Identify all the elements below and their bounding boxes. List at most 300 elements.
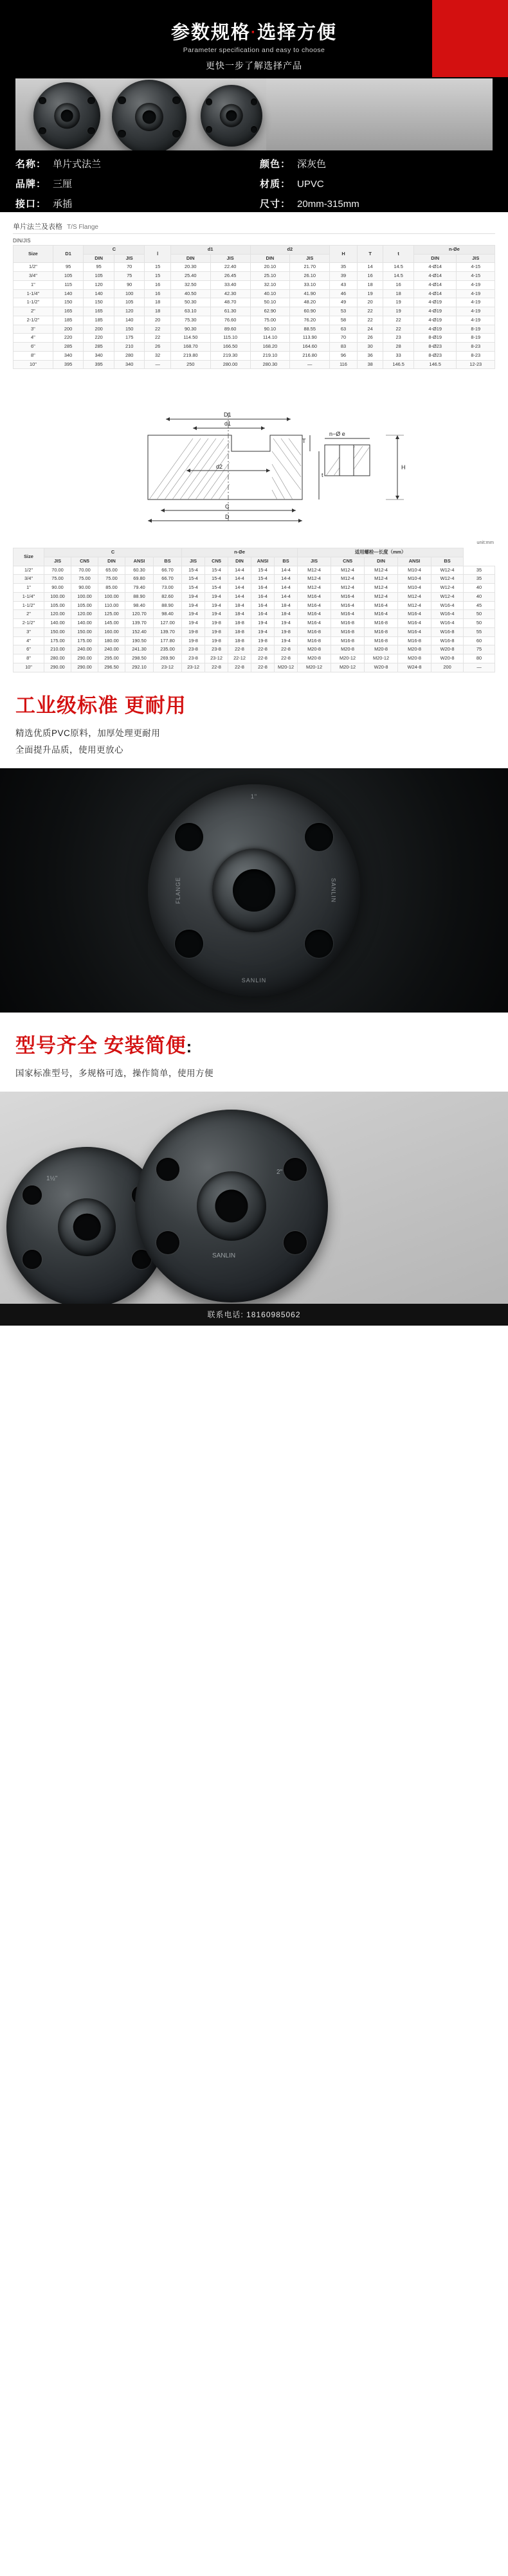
- table-cell: 61.30: [210, 307, 250, 316]
- table-cell: 241.30: [125, 645, 154, 654]
- table-cell: 175.00: [71, 636, 98, 645]
- table-cell: 42.30: [210, 289, 250, 298]
- table-cell: 60.90: [290, 307, 330, 316]
- spec-item-brand: [15, 177, 248, 190]
- table-cell: 15-4: [182, 584, 205, 593]
- table-cell: 66.70: [154, 575, 182, 584]
- bolt-hole: [87, 97, 95, 104]
- table-cell: 70.00: [71, 566, 98, 575]
- table-cell: 2-1/2": [14, 619, 44, 628]
- table-cell: 75.00: [44, 575, 71, 584]
- page-title-separator: ·: [251, 24, 257, 41]
- table-cell: W16-4: [431, 619, 464, 628]
- table-cell: 88.55: [290, 325, 330, 334]
- table-cell: 22-8: [275, 654, 298, 663]
- table-cell: 15-4: [182, 575, 205, 584]
- table-cell: 20: [357, 298, 383, 307]
- table-cell: 26.10: [290, 272, 330, 281]
- table-row: [14, 592, 495, 601]
- table-cell: M12-4: [298, 566, 331, 575]
- bolt-hole: [118, 130, 126, 138]
- table-cell: 105.00: [44, 601, 71, 610]
- table-cell: 20.30: [170, 263, 210, 272]
- flange-bore: [215, 1189, 248, 1222]
- table-cell: 100: [114, 289, 145, 298]
- table-cell: 14-4: [228, 584, 251, 593]
- bolt-hole: [305, 930, 333, 958]
- table-cell: 75.00: [98, 575, 125, 584]
- table-cell: M12-4: [298, 575, 331, 584]
- table-cell: 340: [84, 351, 114, 360]
- footer-contact: [0, 1304, 508, 1326]
- dim-label-T: T: [302, 438, 306, 445]
- table-cell: 40.10: [250, 289, 290, 298]
- table-cell: 10": [14, 663, 44, 672]
- spec-key: 尺寸：: [260, 199, 291, 210]
- flange-photo-1: [33, 82, 100, 149]
- table-cell: 4-19: [457, 280, 495, 289]
- table-cell: 35: [464, 575, 495, 584]
- table-cell: 19-4: [182, 592, 205, 601]
- table-row: [14, 325, 495, 334]
- table-cell: M16-8: [331, 619, 365, 628]
- bolt-hole: [305, 823, 333, 851]
- table-cell: 26: [145, 343, 170, 352]
- table-cell: 90.10: [250, 325, 290, 334]
- table-cell: 50.30: [170, 298, 210, 307]
- table-cell: M12-4: [331, 575, 365, 584]
- table-cell: 33.10: [290, 280, 330, 289]
- footer-phone: 联系电话: 18160985062: [207, 1310, 301, 1320]
- table-cell: 250: [170, 360, 210, 369]
- spec-key: 材质：: [260, 179, 291, 190]
- table-cell: 140.00: [71, 619, 98, 628]
- section-label-cn: 单片法兰及表格: [13, 223, 62, 231]
- table-cell: 22-8: [205, 663, 228, 672]
- table-cell: M10-4: [398, 584, 431, 593]
- dim-label-H: H: [401, 464, 406, 471]
- table-cell: 95: [53, 263, 84, 272]
- table-cell: 76.20: [290, 316, 330, 325]
- table-cell: M16-8: [365, 619, 398, 628]
- table-cell: 8-23: [457, 343, 495, 352]
- table-cell: 19-4: [275, 619, 298, 628]
- table-cell: 22-8: [275, 645, 298, 654]
- table-cell: 14.5: [383, 272, 414, 281]
- table-cell: 23-8: [182, 654, 205, 663]
- table-cell: 33.40: [210, 280, 250, 289]
- table-cell: 23-12: [154, 663, 182, 672]
- table-cell: W20-8: [365, 663, 398, 672]
- table-cell: M12-4: [331, 584, 365, 593]
- table-row: [14, 645, 495, 654]
- table-cell: 8-Ø19: [413, 334, 457, 343]
- table-cell: 18: [145, 298, 170, 307]
- table-cell: —: [290, 360, 330, 369]
- table-cell: 85.00: [98, 584, 125, 593]
- flange-front-view: [148, 784, 360, 996]
- table-cell: 4-19: [457, 289, 495, 298]
- table-cell: W16-8: [431, 636, 464, 645]
- table-cell: 120.70: [125, 610, 154, 619]
- feature-block-durable: [0, 672, 508, 764]
- table-cell: 4-Ø19: [413, 325, 457, 334]
- table-cell: 82.60: [154, 592, 182, 601]
- table-cell: M20-8: [298, 654, 331, 663]
- table-cell: 280.00: [44, 654, 71, 663]
- table-cell: 140.00: [44, 619, 71, 628]
- table-cell: 216.80: [290, 351, 330, 360]
- table-cell: —: [464, 663, 495, 672]
- table-cell: 19-4: [205, 592, 228, 601]
- table-cell: 298.50: [125, 654, 154, 663]
- table-cell: 4-Ø19: [413, 316, 457, 325]
- table-cell: 15-4: [251, 566, 275, 575]
- table-cell: 139.70: [125, 619, 154, 628]
- th-c-jis: JIS: [114, 254, 145, 263]
- table-row: [14, 619, 495, 628]
- table-cell: M16-4: [398, 627, 431, 636]
- bolt-hole: [206, 126, 213, 133]
- spec-key: 颜色：: [260, 159, 291, 170]
- table-cell: 100.00: [98, 592, 125, 601]
- table-cell: 53: [330, 307, 358, 316]
- table-cell: 70: [330, 334, 358, 343]
- table-cell: 240.00: [71, 645, 98, 654]
- table-cell: W16-8: [431, 627, 464, 636]
- table-cell: 28: [383, 343, 414, 352]
- table-cell: M20-12: [298, 663, 331, 672]
- table-cell: 14-4: [275, 592, 298, 601]
- th-d2-jis: JIS: [290, 254, 330, 263]
- flange-bore: [226, 110, 237, 121]
- table-cell: 19-4: [205, 610, 228, 619]
- table-cell: 14.5: [383, 263, 414, 272]
- table-cell: 4-15: [457, 272, 495, 281]
- th-size: Size: [14, 246, 53, 263]
- table-cell: 120: [114, 307, 145, 316]
- table-cell: 8-19: [457, 325, 495, 334]
- bolt-hole: [23, 1185, 42, 1205]
- table-cell: 110.00: [98, 601, 125, 610]
- table-cell: 88.90: [125, 592, 154, 601]
- dimension-table-1: [13, 245, 495, 369]
- spec-value: 三厘: [53, 179, 73, 190]
- table-cell: 120.00: [44, 610, 71, 619]
- table-cell: 75.00: [71, 575, 98, 584]
- table-cell: 38: [357, 360, 383, 369]
- table-cell: 40.50: [170, 289, 210, 298]
- table-cell: 235.00: [154, 645, 182, 654]
- th2-group-c: C: [44, 548, 182, 557]
- table-cell: 1-1/2": [14, 601, 44, 610]
- table-cell: 175.00: [44, 636, 71, 645]
- table-cell: 14: [357, 263, 383, 272]
- table-cell: 15-4: [205, 584, 228, 593]
- table-cell: 79.40: [125, 584, 154, 593]
- table-cell: 83: [330, 343, 358, 352]
- th2-b-din: DIN: [365, 557, 398, 566]
- table-row: [14, 343, 495, 352]
- table-cell: M12-4: [331, 566, 365, 575]
- table-cell: 177.80: [154, 636, 182, 645]
- table-cell: 16-4: [251, 584, 275, 593]
- table-cell: 45: [464, 601, 495, 610]
- table-cell: 8-23: [457, 351, 495, 360]
- table-cell: W24-8: [398, 663, 431, 672]
- table-cell: 50: [464, 619, 495, 628]
- table-cell: 165: [84, 307, 114, 316]
- table-cell: M12-4: [365, 584, 398, 593]
- table-cell: 395: [53, 360, 84, 369]
- table-cell: 115.10: [210, 334, 250, 343]
- table-cell: 105: [114, 298, 145, 307]
- flange-cross-section-svg: [0, 374, 508, 535]
- table-cell: 19-8: [251, 636, 275, 645]
- th-d2-din: DIN: [250, 254, 290, 263]
- table-cell: W12-4: [431, 584, 464, 593]
- table-cell: M16-4: [398, 610, 431, 619]
- table-cell: 55: [464, 627, 495, 636]
- table-cell: 19-8: [275, 627, 298, 636]
- table-cell: 185: [53, 316, 84, 325]
- large-flange-photo: [0, 768, 508, 1013]
- table-cell: 4-Ø19: [413, 307, 457, 316]
- table-row: [14, 351, 495, 360]
- table-cell: M20-12: [365, 654, 398, 663]
- table-cell: 185: [84, 316, 114, 325]
- technical-drawing: [0, 374, 508, 545]
- table-cell: 1/2": [14, 566, 44, 575]
- table-cell: 90.00: [71, 584, 98, 593]
- table-cell: 48.20: [290, 298, 330, 307]
- table-cell: 23: [383, 334, 414, 343]
- table-cell: 8": [14, 351, 53, 360]
- table-cell: 98.40: [125, 601, 154, 610]
- table-cell: 3/4": [14, 272, 53, 281]
- table-row: [14, 280, 495, 289]
- table-row: [14, 334, 495, 343]
- table-cell: M12-4: [298, 584, 331, 593]
- table-cell: 23-12: [182, 663, 205, 672]
- table-cell: 150: [53, 298, 84, 307]
- dim-label-n-e: n−Ø e: [329, 431, 345, 438]
- table-cell: 114.10: [250, 334, 290, 343]
- table-cell: 75.30: [170, 316, 210, 325]
- table-cell: 210: [114, 343, 145, 352]
- table-row: [14, 263, 495, 272]
- table-cell: 95: [84, 263, 114, 272]
- table-cell: 15: [145, 263, 170, 272]
- table-cell: 16-4: [251, 592, 275, 601]
- table-cell: 146.5: [413, 360, 457, 369]
- table-cell: 70: [114, 263, 145, 272]
- spec-key: 接口：: [15, 199, 47, 210]
- table-cell: 285: [53, 343, 84, 352]
- table-cell: 20.10: [250, 263, 290, 272]
- table-cell: 73.00: [154, 584, 182, 593]
- table-cell: 18-8: [228, 627, 251, 636]
- table-cell: M12-4: [365, 566, 398, 575]
- table-cell: 4-19: [457, 316, 495, 325]
- table-row: [14, 307, 495, 316]
- hero-subtitle-en: Parameter specification and easy to choose: [183, 46, 325, 54]
- feature-headline-2-text: 型号齐全 安装简便: [15, 1034, 186, 1057]
- table-cell: 150.00: [71, 627, 98, 636]
- flange-bore: [143, 111, 156, 124]
- table-cell: 18-8: [228, 619, 251, 628]
- th-group-d2: d2: [250, 246, 330, 255]
- table-cell: 219.80: [170, 351, 210, 360]
- table-cell: 18-4: [275, 610, 298, 619]
- table-cell: 19-8: [205, 619, 228, 628]
- bolt-hole: [39, 127, 46, 134]
- table-cell: 1-1/2": [14, 298, 53, 307]
- table-cell: M16-8: [298, 627, 331, 636]
- table-cell: 200: [431, 663, 464, 672]
- table-cell: 8": [14, 654, 44, 663]
- bolt-hole: [284, 1231, 307, 1254]
- table-cell: 127.00: [154, 619, 182, 628]
- table-cell: 6": [14, 343, 53, 352]
- th2-c-bs: BS: [154, 557, 182, 566]
- spec-item-size: [260, 197, 493, 210]
- th2-n-ansi: ANSI: [251, 557, 275, 566]
- table1-body: [14, 263, 495, 369]
- table-cell: 16: [383, 280, 414, 289]
- table-cell: 19-4: [182, 601, 205, 610]
- th2-c-ansi: ANSI: [125, 557, 154, 566]
- table-cell: 50.10: [250, 298, 290, 307]
- bolt-hole: [172, 96, 181, 105]
- table-cell: 22: [383, 325, 414, 334]
- table-cell: 90.30: [170, 325, 210, 334]
- table-cell: 22: [145, 334, 170, 343]
- table-cell: 19: [357, 289, 383, 298]
- feature-headline-1: 工业级标准 更耐用: [15, 694, 186, 717]
- dim-label-d2: d2: [216, 464, 223, 471]
- table-cell: 33: [383, 351, 414, 360]
- bolt-hole: [156, 1158, 179, 1181]
- photo-background: [266, 78, 493, 150]
- table-cell: —: [145, 360, 170, 369]
- th2-c-jis: JIS: [44, 557, 71, 566]
- table-cell: 10": [14, 360, 53, 369]
- table-cell: 175: [114, 334, 145, 343]
- table-cell: 21.70: [290, 263, 330, 272]
- table-cell: 22-8: [251, 654, 275, 663]
- table-cell: 19: [383, 307, 414, 316]
- bolt-hole: [156, 1231, 179, 1254]
- table-cell: 269.90: [154, 654, 182, 663]
- table-cell: 19-4: [275, 636, 298, 645]
- table-cell: 23-12: [205, 654, 228, 663]
- table-cell: 26: [357, 334, 383, 343]
- table-cell: 4-19: [457, 307, 495, 316]
- table-cell: 8-Ø23: [413, 351, 457, 360]
- th-group-c: C: [84, 246, 145, 255]
- dim-label-D: D: [225, 514, 230, 521]
- table-cell: 19: [383, 298, 414, 307]
- page-title: [0, 18, 508, 44]
- table-cell: 22-8: [228, 645, 251, 654]
- table-cell: 4-Ø14: [413, 263, 457, 272]
- table-cell: 3": [14, 325, 53, 334]
- table-cell: 290.00: [71, 663, 98, 672]
- table-cell: 15-4: [182, 566, 205, 575]
- flange-bore: [61, 110, 73, 122]
- table-cell: 60.30: [125, 566, 154, 575]
- feature-block-models: [0, 1013, 508, 1088]
- table-cell: 35: [464, 566, 495, 575]
- table-cell: 280.30: [250, 360, 290, 369]
- table-cell: 40: [464, 584, 495, 593]
- table-cell: 19-4: [182, 610, 205, 619]
- table-cell: 19-8: [205, 636, 228, 645]
- flange-label-3: 2": [277, 1168, 283, 1176]
- page-title-right: 选择方便: [257, 23, 338, 43]
- table-cell: 100.00: [44, 592, 71, 601]
- table-cell: 210.00: [44, 645, 71, 654]
- table-row: [14, 272, 495, 281]
- table-row: [14, 289, 495, 298]
- table-cell: 25.10: [250, 272, 290, 281]
- table-cell: 89.60: [210, 325, 250, 334]
- table-cell: M16-4: [365, 601, 398, 610]
- table-cell: 22: [357, 316, 383, 325]
- feature-headline-2: [15, 1029, 493, 1058]
- bolt-hole: [284, 1158, 307, 1181]
- table-cell: 19-8: [205, 627, 228, 636]
- th-h: H: [330, 246, 358, 263]
- table-cell: 70.00: [44, 566, 71, 575]
- table-cell: 49: [330, 298, 358, 307]
- table-row: [14, 654, 495, 663]
- table-cell: 19-4: [251, 619, 275, 628]
- spec-key: 品牌：: [15, 179, 47, 190]
- table-cell: 285: [84, 343, 114, 352]
- table-cell: M16-8: [298, 636, 331, 645]
- table-cell: 48.70: [210, 298, 250, 307]
- table-cell: 16: [145, 289, 170, 298]
- spec-item-material: [260, 177, 493, 190]
- table-cell: M20-8: [398, 645, 431, 654]
- th2-group-bolt: 适用螺栓—长度（mm）: [298, 548, 464, 557]
- table-cell: 25.40: [170, 272, 210, 281]
- th-ne-jis: JIS: [457, 254, 495, 263]
- table-cell: 60: [464, 636, 495, 645]
- table-cell: 26.45: [210, 272, 250, 281]
- table-cell: 340: [114, 360, 145, 369]
- table-cell: 96: [330, 351, 358, 360]
- table-cell: 295.00: [98, 654, 125, 663]
- table-cell: 3/4": [14, 575, 44, 584]
- table-cell: M16-4: [365, 610, 398, 619]
- table-cell: 98.40: [154, 610, 182, 619]
- table-cell: W20-8: [431, 645, 464, 654]
- bolt-hole: [251, 126, 258, 133]
- table-cell: 18-4: [228, 610, 251, 619]
- table-cell: 76.60: [210, 316, 250, 325]
- table-cell: M20-8: [298, 645, 331, 654]
- table-cell: 1": [14, 280, 53, 289]
- feature-text-2a: 国家标准型号，多规格可选，操作简单，使用方便: [15, 1068, 213, 1078]
- feature-text-1b: 全面提升品质，使用更放心: [15, 744, 123, 755]
- th2-b-jis: JIS: [298, 557, 331, 566]
- table-cell: M16-4: [331, 592, 365, 601]
- table-cell: 63: [330, 325, 358, 334]
- table-cell: 200: [84, 325, 114, 334]
